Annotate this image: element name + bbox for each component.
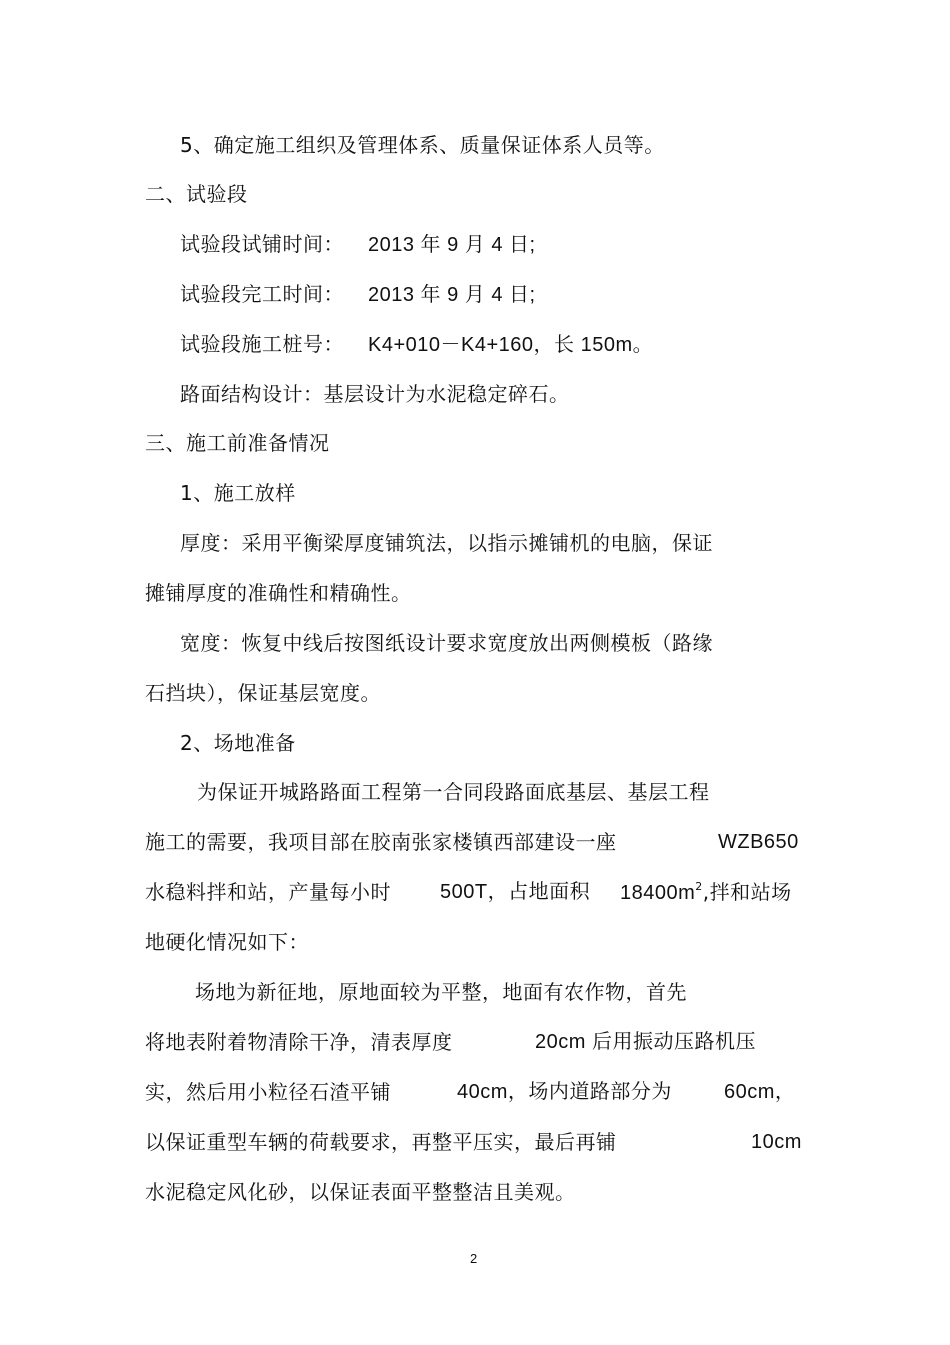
text: 将地表附着物清除干净，清表厚度 [145,1030,453,1054]
text: 施工的需要，我项目部在胶南张家楼镇西部建设一座 [145,830,617,854]
output-value: 500T，占地面积 [440,881,591,903]
text-tail: 20cm 后用振动压路机压 [535,1031,756,1053]
text: 实，然后用小粒径石渣平铺 [145,1080,391,1104]
value: K4+010－K4+160，长 150m。 [368,334,654,356]
superscript: 2 [695,880,703,893]
paragraph-width-1: 宽度：恢复中线后按图纸设计要求宽度放出两侧模板（路缘 [180,631,713,655]
subheading-1: 1、施工放样 [180,481,296,505]
value: 2013 年 9 月 4 日; [368,234,536,256]
paragraph-ground-3 [145,1079,796,1105]
trial-completion-time [180,281,536,308]
section-heading-2: 二、试验段 [145,182,248,206]
paragraph-site-3 [145,879,792,905]
area-number: 18400m [620,882,696,904]
paragraph-ground-5: 水泥稳定风化砂，以保证表面平整整洁且美观。 [145,1180,576,1204]
paragraph-ground-4 [145,1129,802,1155]
paragraph-site-1: 为保证开城路路面工程第一合同段路面底基层、基层工程 [197,780,710,804]
label: 试验段完工时间： [180,282,344,306]
text-mid: 40cm，场内道路部分为 [457,1081,672,1103]
paragraph-thickness-2: 摊铺厚度的准确性和精确性。 [145,581,412,605]
page-number: 2 [470,1251,478,1266]
list-item-5: 5、确定施工组织及管理体系、质量保证体系人员等。 [180,133,665,157]
paragraph-ground-2 [145,1029,756,1055]
text: 以保证重型车辆的荷载要求，再整平压实，最后再铺 [145,1130,617,1154]
label: 试验段试铺时间： [180,232,344,256]
section-heading-3: 三、施工前准备情况 [145,431,330,455]
paragraph-ground-1: 场地为新征地，原地面较为平整，地面有农作物，首先 [195,980,687,1004]
paragraph-width-2: 石挡块），保证基层宽度。 [145,681,381,705]
subheading-2: 2、场地准备 [180,731,296,755]
text-tail: ,拌和站场 [702,880,792,904]
text: 水稳料拌和站，产量每小时 [145,880,391,904]
paragraph-thickness-1: 厚度：采用平衡梁厚度铺筑法，以指示摊铺机的电脑，保证 [180,531,713,555]
paragraph-site-4: 地硬化情况如下： [145,930,309,954]
label: 试验段施工桩号： [180,332,344,356]
model-number: WZB650 [718,831,799,853]
trial-station-number [180,331,653,358]
text-tail: 10cm [751,1131,802,1153]
text-tail: 60cm， [724,1081,796,1103]
area-value [620,879,792,906]
paragraph-site-2 [145,829,799,855]
trial-paving-time [180,231,536,258]
pavement-structure: 路面结构设计：基层设计为水泥稳定碎石。 [180,382,570,406]
value: 2013 年 9 月 4 日; [368,284,536,306]
